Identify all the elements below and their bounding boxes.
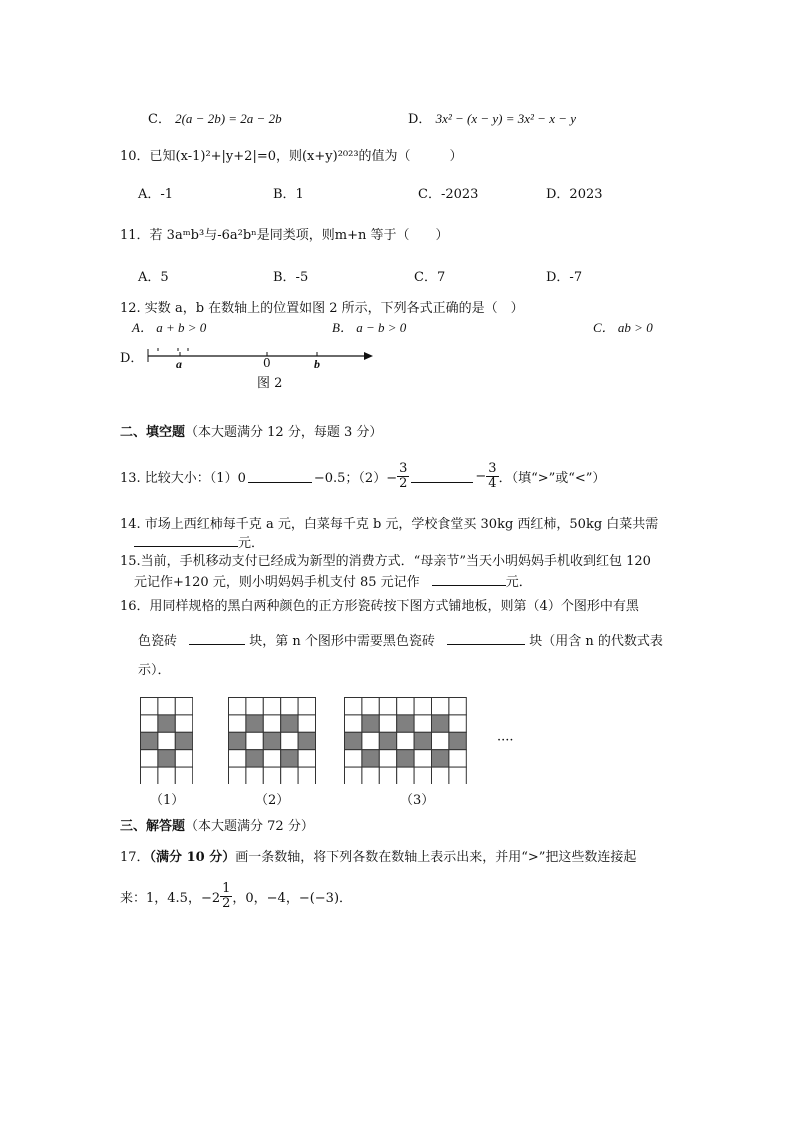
q15-line-1: 15.当前，手机移动支付已经成为新型的消费方式．“母亲节”当天小明妈妈手机收到红包 120 [120, 554, 651, 569]
tile-figure-1-caption: （1） [150, 793, 185, 808]
q13-mid1: −0.5；（2）− [313, 470, 398, 486]
section-3-heading [120, 815, 314, 834]
white-tile [379, 750, 396, 767]
dark-tile [379, 732, 396, 749]
dark-tile [397, 715, 414, 732]
white-tile [141, 767, 158, 784]
q16-line-2a: 色瓷砖 [138, 634, 178, 649]
q12-option-b: B． a − b > 0 [332, 320, 407, 335]
white-tile [229, 750, 246, 767]
q13-suffix: ．（填“>”或“<”） [498, 470, 606, 486]
white-tile [175, 698, 192, 715]
dark-tile [141, 732, 158, 749]
tile-figure-1 [140, 697, 193, 784]
section-2-note: （本大题满分 12 分，每题 3 分） [185, 425, 383, 440]
white-tile [379, 715, 396, 732]
white-tile [229, 767, 246, 784]
dark-tile [432, 715, 449, 732]
white-tile [414, 767, 431, 784]
dark-tile [158, 715, 175, 732]
white-tile [432, 732, 449, 749]
q13-mid2: − [475, 468, 487, 484]
q15-line-2b: 元． [505, 575, 532, 590]
q13 [120, 462, 605, 490]
q9-option-c-label: C． [148, 112, 171, 127]
tile-ellipsis: ···· [497, 733, 514, 748]
white-tile [281, 732, 298, 749]
section-3-note: （本大题满分 72 分） [185, 819, 314, 834]
q17-fraction-den: 2 [222, 895, 231, 911]
q17-line-2 [120, 882, 352, 910]
tile-figure-3-caption: （3） [400, 793, 435, 808]
q13-fraction-2-num: 3 [488, 461, 497, 476]
q15-blank[interactable] [432, 572, 506, 586]
white-tile [414, 698, 431, 715]
dark-tile [281, 715, 298, 732]
dark-tile [229, 732, 246, 749]
white-tile [414, 750, 431, 767]
q14-blank[interactable] [134, 533, 238, 547]
white-tile [432, 767, 449, 784]
white-tile [246, 698, 263, 715]
q9-option-d [408, 108, 576, 127]
tile-figure-2 [228, 697, 316, 784]
q13-blank-1[interactable] [248, 469, 312, 483]
q12-option-d: D． [120, 351, 144, 366]
q16-line-2c: 块（用含 n 的代数式表 [529, 634, 663, 649]
white-tile [281, 698, 298, 715]
section-2-heading [120, 421, 382, 440]
point-b-label: b [314, 357, 320, 371]
white-tile [158, 732, 175, 749]
q13-fraction-1 [397, 462, 409, 490]
point-a-label: a [176, 357, 182, 371]
white-tile [379, 698, 396, 715]
white-tile [397, 732, 414, 749]
q13-prefix: 13. 比较大小：（1）0 [120, 470, 246, 486]
q17-fraction-num: 1 [222, 881, 231, 896]
white-tile [362, 732, 379, 749]
dark-tile [397, 750, 414, 767]
q11-option-d: D．-7 [546, 270, 583, 285]
q10-option-d: D．2023 [546, 187, 603, 202]
white-tile [397, 698, 414, 715]
dark-tile [175, 732, 192, 749]
q17-line-1 [120, 846, 636, 865]
dark-tile [246, 715, 263, 732]
white-tile [449, 715, 466, 732]
white-tile [263, 750, 280, 767]
number-line-arrow [364, 352, 373, 360]
q17-fraction [220, 882, 232, 910]
white-tile [345, 698, 362, 715]
dark-tile [158, 750, 175, 767]
q16-line-3: 示）． [138, 663, 171, 678]
q13-fraction-1-den: 2 [399, 475, 408, 491]
white-tile [175, 767, 192, 784]
white-tile [281, 767, 298, 784]
q15-line-2a: 元记作+120 元，则小明妈妈手机支付 85 元记作 [134, 575, 420, 590]
q12-option-c: C． ab > 0 [593, 320, 653, 335]
q17-instruction: 画一条数轴，将下列各数在数轴上表示出来，并用“>”把这些数连接起 [235, 850, 637, 865]
dark-tile [362, 715, 379, 732]
q9-option-c-expr: 2(a − 2b) = 2a − 2b [175, 111, 282, 126]
q14-line-2 [134, 532, 264, 551]
white-tile [362, 767, 379, 784]
q13-fraction-1-num: 3 [399, 461, 408, 476]
q16-line-1: 16．用同样规格的黑白两种颜色的正方形瓷砖按下图方式铺地板，则第（4）个图形中有黑 [120, 599, 639, 614]
white-tile [246, 767, 263, 784]
q10-option-a: A．-1 [138, 187, 174, 202]
dark-tile [298, 732, 315, 749]
dark-tile [263, 732, 280, 749]
section-2-title: 二、填空题 [120, 425, 186, 440]
white-tile [298, 698, 315, 715]
q13-fraction-2-den: 4 [488, 475, 497, 491]
figure-2-caption: 图 2 [257, 376, 283, 391]
white-tile [158, 698, 175, 715]
white-tile [263, 715, 280, 732]
white-tile [449, 750, 466, 767]
white-tile [229, 715, 246, 732]
q17-score: （满分 10 分） [149, 850, 236, 865]
dark-tile [281, 750, 298, 767]
dark-tile [362, 750, 379, 767]
white-tile [141, 698, 158, 715]
white-tile [263, 698, 280, 715]
q17-line-2b: ，0，−4，−(−3)． [232, 890, 353, 906]
white-tile [345, 715, 362, 732]
white-tile [141, 750, 158, 767]
white-tile [298, 750, 315, 767]
q11-option-c: C．7 [414, 270, 446, 285]
white-tile [397, 767, 414, 784]
tile-figure-2-caption: （2） [255, 793, 290, 808]
q12-stem: 12. 实数 a，b 在数轴上的位置如图 2 所示，下列各式正确的是（ ） [120, 301, 524, 316]
q13-blank-2[interactable] [411, 469, 473, 483]
white-tile [298, 715, 315, 732]
white-tile [449, 767, 466, 784]
q15-line-2 [134, 571, 532, 590]
q16-blank-2[interactable] [447, 631, 525, 645]
q12-option-a: A． a + b > 0 [132, 320, 207, 335]
dark-tile [345, 732, 362, 749]
q10-option-b: B．1 [273, 187, 304, 202]
q16-blank-1[interactable] [189, 631, 245, 645]
point-0-label: 0 [263, 356, 271, 370]
q14-line-1: 14. 市场上西红柿每千克 a 元，白菜每千克 b 元，学校食堂买 30kg 西红柿，50kg 白菜共需 [120, 517, 659, 532]
white-tile [414, 715, 431, 732]
white-tile [432, 698, 449, 715]
white-tile [449, 698, 466, 715]
q17-number: 17． [120, 850, 150, 865]
q13-fraction-2 [486, 462, 498, 490]
tile-figure-3 [344, 697, 467, 784]
white-tile [175, 715, 192, 732]
q14-line-2-text: 元． [238, 536, 265, 551]
white-tile [229, 698, 246, 715]
dark-tile [432, 750, 449, 767]
white-tile [298, 767, 315, 784]
dark-tile [246, 750, 263, 767]
q11-stem: 11．若 3aᵐb³与-6a²bⁿ是同类项，则m+n 等于（ ） [120, 228, 449, 243]
white-tile [345, 767, 362, 784]
q10-stem: 10．已知(x-1)²+|y+2|=0，则(x+y)²⁰²³的值为（ ） [120, 149, 463, 164]
white-tile [263, 767, 280, 784]
dark-tile [414, 732, 431, 749]
section-3-title: 三、解答题 [120, 819, 186, 834]
dark-tile [449, 732, 466, 749]
white-tile [158, 767, 175, 784]
white-tile [345, 750, 362, 767]
q17-line-2a: 来：1，4.5，−2 [120, 890, 221, 906]
q16-line-2b: 块，第 n 个图形中需要黑色瓷砖 [249, 634, 435, 649]
white-tile [175, 750, 192, 767]
q9-option-d-expr: 3x² − (x − y) = 3x² − x − y [435, 111, 577, 126]
q11-option-b: B．-5 [273, 270, 309, 285]
white-tile [246, 732, 263, 749]
white-tile [362, 698, 379, 715]
q9-option-c [148, 108, 282, 127]
q16-line-2 [138, 630, 663, 649]
white-tile [141, 715, 158, 732]
q11-option-a: A．5 [138, 270, 169, 285]
q10-option-c: C．-2023 [418, 187, 479, 202]
white-tile [379, 767, 396, 784]
q9-option-d-label: D． [408, 112, 432, 127]
